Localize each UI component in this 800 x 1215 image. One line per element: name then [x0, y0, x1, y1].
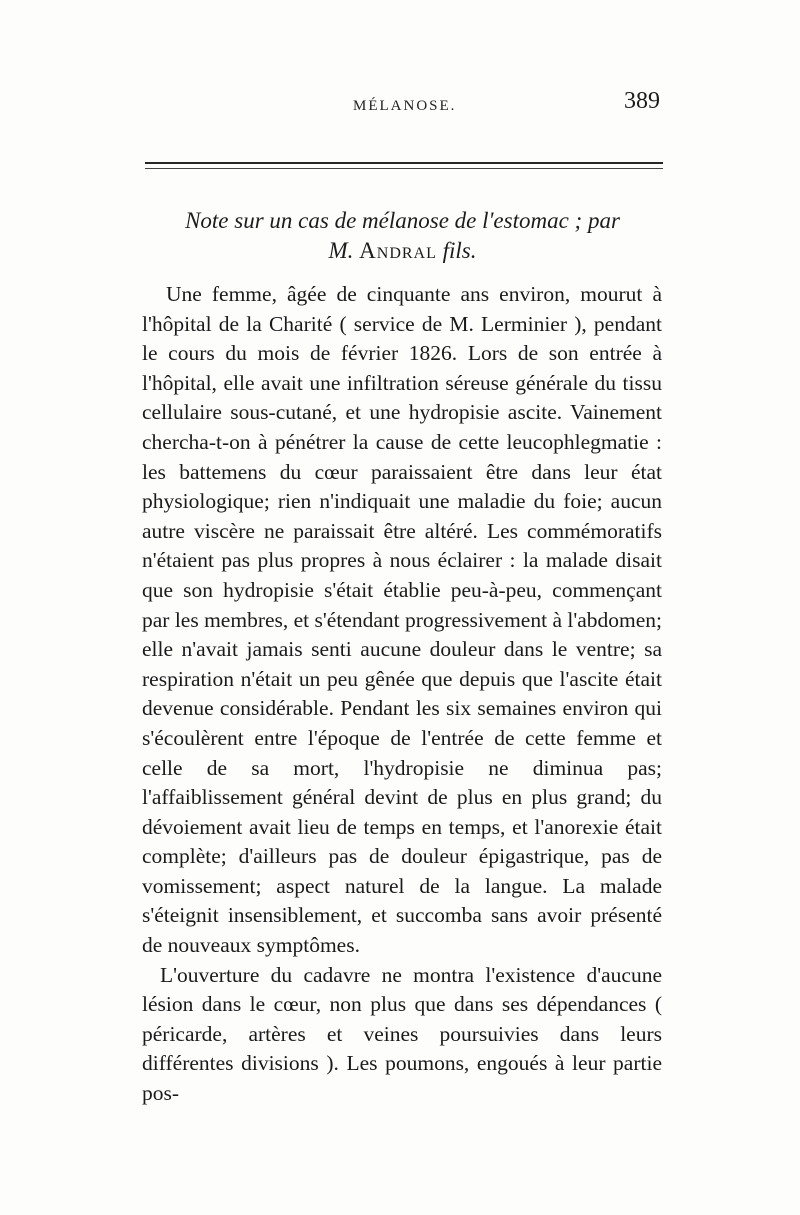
- author-suffix: fils.: [442, 238, 477, 263]
- page-header: [145, 88, 665, 128]
- page-number: 389: [624, 88, 660, 114]
- article-body: [142, 280, 662, 1109]
- article-title: [140, 206, 665, 266]
- paragraph: L'ouverture du cadavre ne montra l'existence d'aucune lésion dans le cœur, non plus que dans ses dépendances ( péricarde, artères et veines poursuivies dans leurs différentes divisions ). Les poumons, engoués à leur partie pos-: [142, 962, 662, 1106]
- header-rule-thick: [145, 162, 663, 164]
- paragraph: Une femme, âgée de cinquante ans environ, mourut à l'hôpital de la Charité ( service de M. Lerminier ), pendant le cours du mois de février 1826. Lors de son entrée à l'hôpital, elle avait une infiltration séreuse générale du tissu cellulaire sous-cutané, et une hydropisie ascite. Vainement chercha-t-on à pénétrer la cause de cette leucophlegmatie : les battemens du cœur paraissaient être dans leur état physiologique; rien n'indiquait une maladie du foie; aucun autre viscère ne paraissait être altéré. Les commémoratifs n'étaient pas plus propres à nous éclairer : la malade disait que son hydropisie s'était établie peu-à-peu, commençant par les membres, et s'étendant progressivement à l'abdomen; elle n'avait jamais senti aucune douleur dans le ventre; sa respiration n'était un peu gênée que depuis que l'ascite était devenue considérable. Pendant les six semaines environ qui s'écoulèrent entre l'époque de l'entrée de cette femme et celle de sa mort, l'hydropisie ne diminua pas; l'affaiblissement général devint de plus en plus grand; du dévoiement avait lieu de temps en temps, et l'anorexie était complète; d'ailleurs pas de douleur épigastrique, pas de vomissement; aspect naturel de la langue. La malade s'éteignit insensiblement, et succomba sans avoir présenté de nouveaux symptômes.: [142, 282, 662, 958]
- title-text: Note sur un cas de mélanose de l'estomac ; par: [185, 208, 620, 233]
- running-head: MÉLANOSE.: [353, 98, 457, 114]
- author-name: Andral: [359, 238, 437, 263]
- header-rule-thin: [145, 168, 663, 169]
- author-prefix: M.: [328, 238, 354, 263]
